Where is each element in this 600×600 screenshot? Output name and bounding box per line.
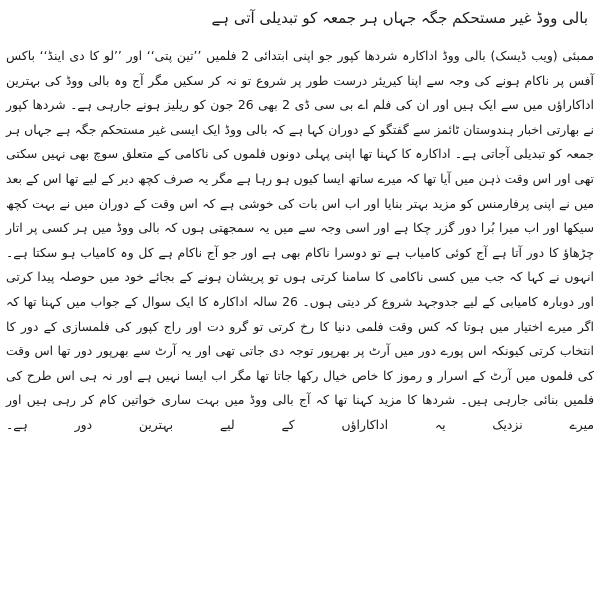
article [6, 6, 594, 594]
article-headline: بالی ووڈ غیر مستحکم جگہ جہاں ہر جمعہ کو تبدیلی آتی ہے [211, 9, 588, 27]
article-body: ممبئی (ویب ڈیسک) بالی ووڈ اداکارہ شردھا کپور جو اپنی ابتدائی 2 فلمیں ’’تین پتی‘‘ اور ’’لو کا دی اینڈ‘‘ باکس آفس پر ناکام ہونے کی وجہ سے اپنا کیریئر درست طور پر شروع تو نہ کر سکیں مگر آج وہ بالی ووڈ کی بہترین اداکاراؤں میں سے ایک ہیں اور ان کی فلم اے بی سی ڈی 2 بھی 26 جون کو ریلیز ہونے جارہی ہے۔ شردھا کپور نے بھارتی اخبار ہندوستان ٹائمز سے گفتگو کے دوران کہا ہے کہ بالی ووڈ ایک ایسی غیر مستحکم جگہ ہے جہاں ہر جمعہ کو تبدیلی آجاتی ہے۔ اداکارہ کا کہنا تھا اپنی پہلی دونوں فلموں کی ناکامی کے متعلق سوچ بھی نہیں سکتی تھی اور اس وقت ذہن میں آیا تھا کہ میرے ساتھ ایسا کیوں ہو رہا ہے مگر یہ صرف کچھ دیر کے لیے تھا اس کے بعد میں نے اپنی پرفارمنس کو مزید بہتر بنایا اور اب اس بات کی خوشی ہے کہ اس وقت کے دوران میں نے بہت کچھ سیکھا اور اب میرا بُرا دور گزر چکا ہے اور اسی وجہ سے میں یہ سمجھتی ہوں کہ بالی ووڈ میں ہر کسی پر اتار چڑھاؤ کا دور آتا ہے آج کوئی کامیاب ہے تو دوسرا ناکام بھی ہے اور جو آج ناکام ہے کل وہ کامیاب ہو سکتا ہے۔ انہوں نے کہا کہ جب میں کسی ناکامی کا سامنا کرتی ہوں تو پریشان ہونے کے بجائے خود میں حوصلہ پیدا کرتی اور دوبارہ کامیابی کے لیے جدوجہد شروع کر دیتی ہوں۔ 26 سالہ اداکارہ کا ایک سوال کے جواب میں کہنا تھا کہ اگر میرے اختیار میں ہوتا کہ کس وقت فلمی دنیا کا رخ کرتی تو گرو دت اور راج کپور کی فلمسازی کے دور کا انتخاب کرتی کیونکہ اس پورے دور میں آرٹ پر بھرپور توجہ دی جاتی تھی اور یہ آرٹ سے بھرپور دور تھا اس وقت کی فلموں میں آرٹ کے اسرار و رموز کا خاص خیال رکھا جاتا تھا مگر اب ایسا نہیں ہے اور نہ ہی اس طرح کی فلمیں بنائی جارہی ہیں۔ شردھا کا مزید کہنا تھا کہ آج بالی ووڈ میں بہت ساری خواتین کام کر رہی ہیں اور میرے نزدیک یہ اداکاراؤں کے لیے بہترین دور ہے۔ [6, 48, 594, 432]
